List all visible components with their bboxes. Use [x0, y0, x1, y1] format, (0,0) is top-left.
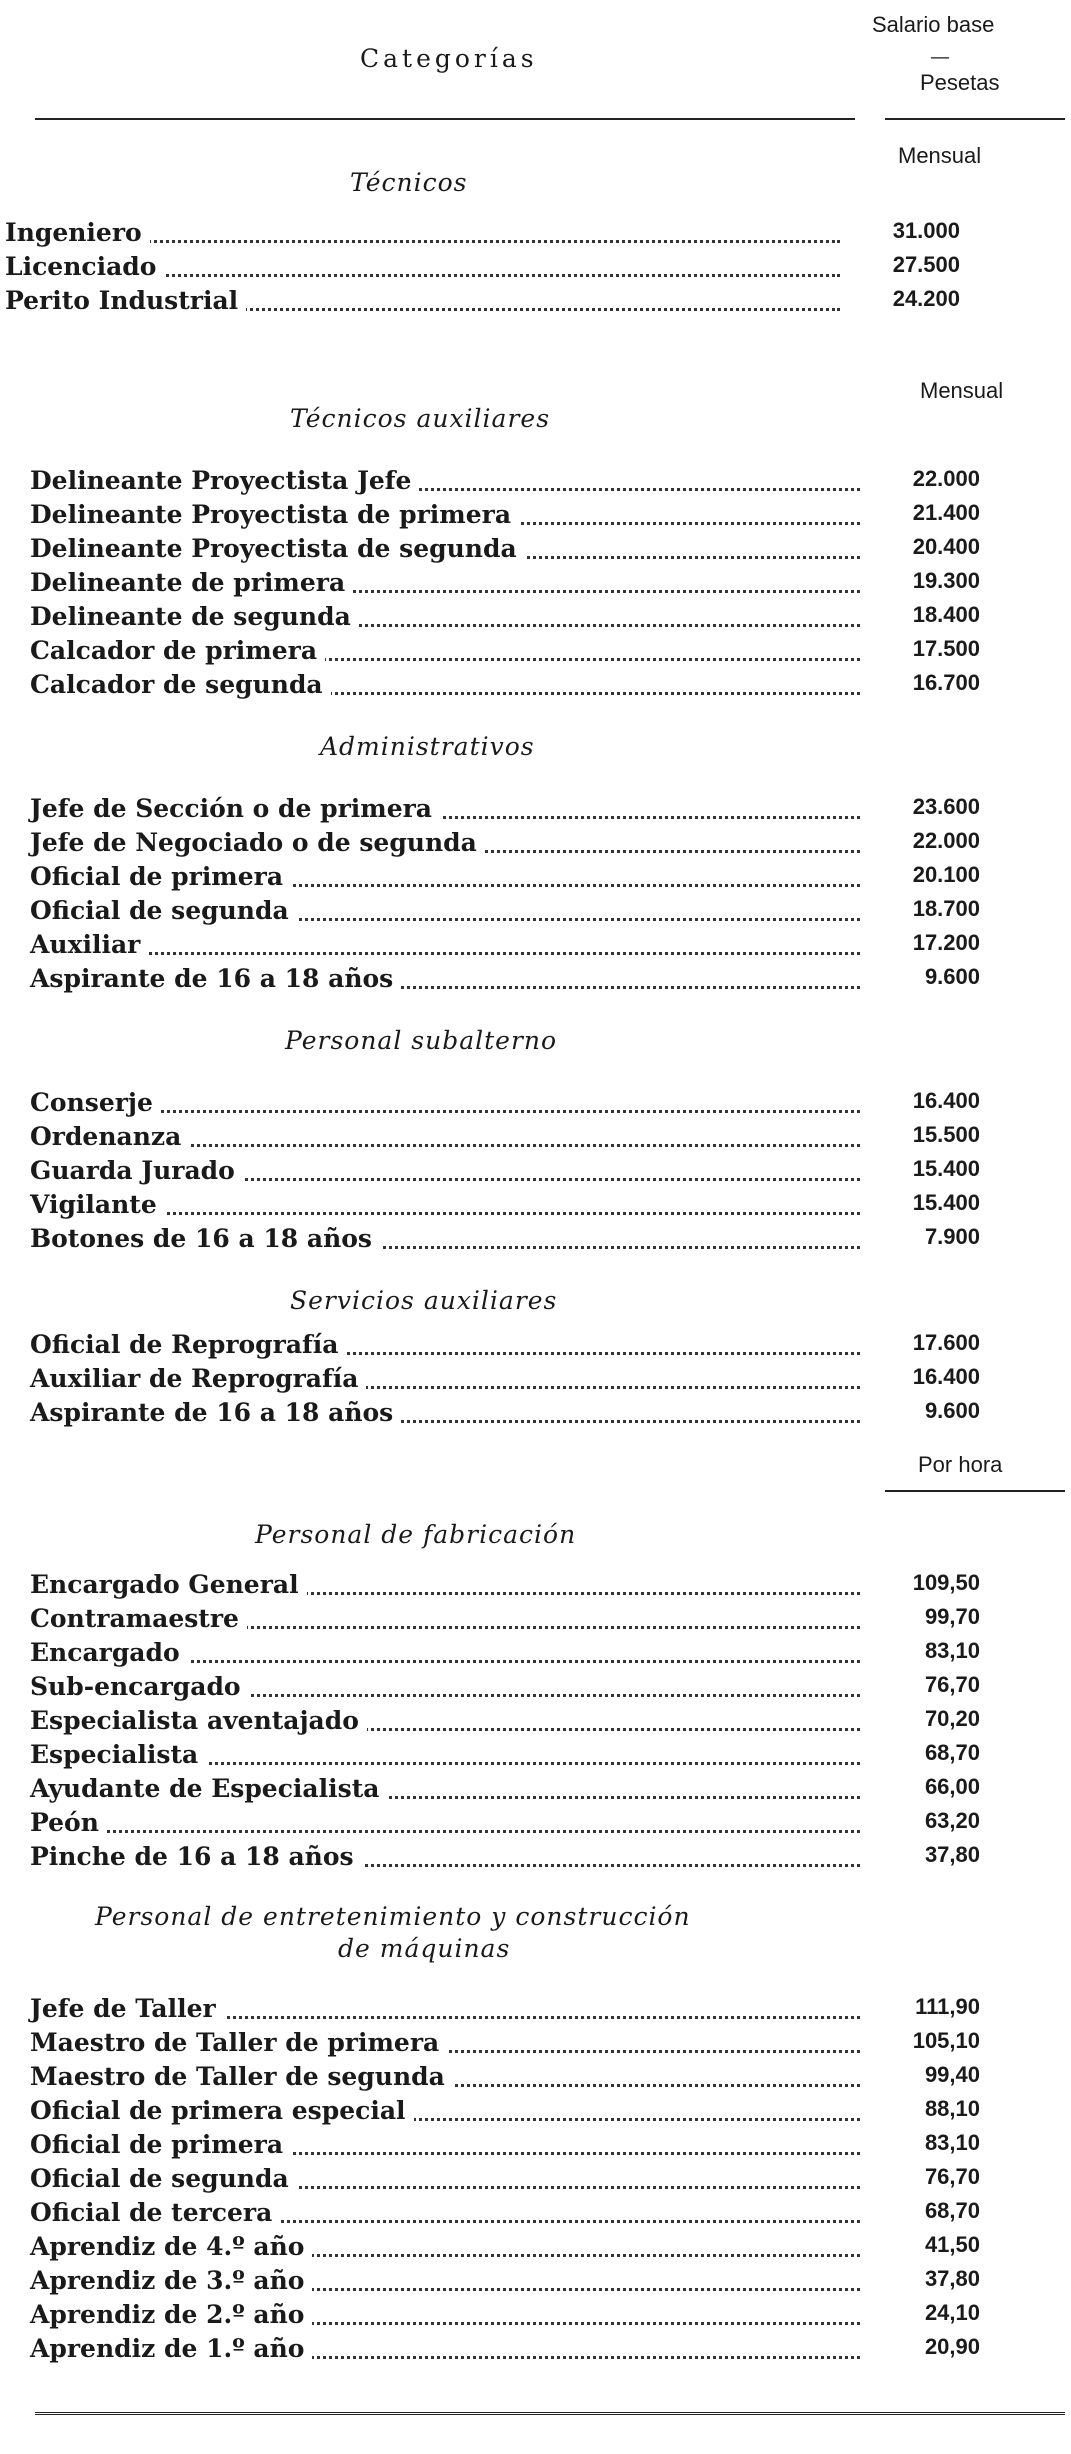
section-title: Personal de fabricación [255, 1520, 577, 1549]
row-value: 99,70 [924, 1604, 980, 1629]
table-row [30, 794, 860, 828]
row-label: Ayudante de Especialista [30, 1774, 387, 1803]
section-title: Administrativos [320, 732, 535, 761]
table-row [30, 896, 860, 930]
row-value: 18.700 [912, 896, 980, 921]
row-label: Guarda Jurado [30, 1156, 243, 1185]
table-row [5, 252, 840, 286]
table-row [30, 2334, 860, 2368]
row-label: Oficial de segunda [30, 896, 297, 925]
categories-heading: Categorías [360, 44, 538, 73]
row-value: 66,00 [924, 1774, 980, 1799]
table-bottom-rule [35, 2412, 1065, 2419]
row-value: 20,90 [924, 2334, 980, 2359]
section-title-line2: de máquinas [338, 1934, 511, 1963]
table-row [30, 1570, 860, 1604]
row-value: 20.400 [912, 534, 980, 559]
row-label: Pinche de 16 a 18 años [30, 1842, 362, 1871]
table-row [30, 2164, 860, 2198]
row-value: 83,10 [924, 2130, 980, 2155]
table-row [30, 1604, 860, 1638]
row-value: 17.200 [912, 930, 980, 955]
table-row [30, 670, 860, 704]
table-row [30, 1398, 860, 1432]
row-label: Oficial de Reprografía [30, 1330, 346, 1359]
row-value: 19.300 [912, 568, 980, 593]
row-value: 22.000 [912, 828, 980, 853]
table-row [5, 286, 840, 320]
row-label: Maestro de Taller de segunda [30, 2062, 453, 2091]
row-label: Oficial de segunda [30, 2164, 297, 2193]
table-row [30, 602, 860, 636]
row-label: Aspirante de 16 a 18 años [30, 1398, 401, 1427]
row-value: 37,80 [924, 2266, 980, 2291]
row-label: Contramaestre [30, 1604, 247, 1633]
row-label: Delineante Proyectista de primera [30, 500, 519, 529]
row-value: 76,70 [924, 1672, 980, 1697]
table-row [30, 1364, 860, 1398]
row-label: Delineante Proyectista de segunda [30, 534, 525, 563]
row-label: Especialista [30, 1740, 206, 1769]
unit-monthly: Mensual [898, 143, 982, 168]
row-value: 68,70 [924, 1740, 980, 1765]
row-label: Maestro de Taller de primera [30, 2028, 447, 2057]
row-value: 18.400 [912, 602, 980, 627]
row-label: Encargado [30, 1638, 188, 1667]
row-label: Especialista aventajado [30, 1706, 367, 1735]
table-row [30, 2266, 860, 2300]
row-value: 7.900 [924, 1224, 980, 1249]
row-value: 27.500 [892, 252, 960, 277]
row-value: 70,20 [924, 1706, 980, 1731]
row-value: 15.400 [912, 1190, 980, 1215]
row-value: 16.700 [912, 670, 980, 695]
table-row [30, 500, 860, 534]
table-row [30, 1122, 860, 1156]
row-label: Botones de 16 a 18 años [30, 1224, 380, 1253]
table-row [5, 218, 840, 252]
row-label: Sub-encargado [30, 1672, 249, 1701]
row-value: 21.400 [912, 500, 980, 525]
table-row [30, 1330, 860, 1364]
section-title: Personal de entretenimiento y construcción [95, 1902, 691, 1931]
table-row [30, 2062, 860, 2096]
table-row [30, 1224, 860, 1258]
row-label: Oficial de primera especial [30, 2096, 414, 2125]
row-value: 22.000 [912, 466, 980, 491]
section-title: Técnicos [350, 168, 468, 197]
table-row [30, 828, 860, 862]
row-label: Oficial de primera [30, 2130, 291, 2159]
table-row [30, 1842, 860, 1876]
row-label: Auxiliar [30, 930, 148, 959]
row-value: 24.200 [892, 286, 960, 311]
unit-monthly: Mensual [920, 378, 1004, 403]
table-row [30, 862, 860, 896]
table-row [30, 930, 860, 964]
row-label: Ordenanza [30, 1122, 189, 1151]
table-row [30, 534, 860, 568]
row-value: 83,10 [924, 1638, 980, 1663]
row-value: 109,50 [912, 1570, 980, 1595]
row-label: Oficial de primera [30, 862, 291, 891]
table-row [30, 2096, 860, 2130]
row-value: 88,10 [924, 2096, 980, 2121]
unit-hourly: Por hora [918, 1452, 1003, 1477]
table-row [30, 1190, 860, 1224]
row-value: 9.600 [924, 1398, 980, 1423]
row-label: Auxiliar de Reprografía [30, 1364, 366, 1393]
row-value: 17.600 [912, 1330, 980, 1355]
table-row [30, 1156, 860, 1190]
row-value: 41,50 [924, 2232, 980, 2257]
row-value: 16.400 [912, 1088, 980, 1113]
hourly-rule [885, 1490, 1065, 1492]
table-row [30, 568, 860, 602]
header-rule-right [885, 118, 1065, 120]
table-row [30, 2300, 860, 2334]
row-label: Ingeniero [5, 218, 150, 247]
row-label: Jefe de Sección o de primera [30, 794, 440, 823]
row-label: Aprendiz de 3.º año [30, 2266, 312, 2295]
leader-dots [30, 952, 860, 955]
leader-dots [30, 1830, 860, 1833]
header-rule-left [35, 118, 855, 120]
row-value: 16.400 [912, 1364, 980, 1389]
table-row [30, 964, 860, 998]
section-title: Servicios auxiliares [290, 1286, 558, 1315]
row-label: Peón [30, 1808, 107, 1837]
table-row [30, 2232, 860, 2266]
section-title: Personal subalterno [285, 1026, 558, 1055]
row-label: Calcador de primera [30, 636, 325, 665]
row-value: 17.500 [912, 636, 980, 661]
table-row [30, 2198, 860, 2232]
row-label: Jefe de Negociado o de segunda [30, 828, 485, 857]
row-value: 99,40 [924, 2062, 980, 2087]
row-value: 76,70 [924, 2164, 980, 2189]
table-row [30, 636, 860, 670]
row-value: 15.400 [912, 1156, 980, 1181]
salary-heading: Salario base [872, 12, 995, 37]
row-label: Delineante de primera [30, 568, 353, 597]
row-value: 23.600 [912, 794, 980, 819]
table-row [30, 1740, 860, 1774]
row-label: Delineante Proyectista Jefe [30, 466, 419, 495]
row-label: Calcador de segunda [30, 670, 331, 699]
table-row [30, 1706, 860, 1740]
table-row [30, 2130, 860, 2164]
salary-heading-dash: — [930, 44, 950, 68]
row-value: 105,10 [912, 2028, 980, 2053]
row-label: Aprendiz de 1.º año [30, 2334, 312, 2363]
row-label: Delineante de segunda [30, 602, 359, 631]
table-row [30, 1994, 860, 2028]
row-label: Aprendiz de 4.º año [30, 2232, 312, 2261]
table-row [30, 1774, 860, 1808]
currency-heading: Pesetas [920, 70, 1000, 95]
table-row [30, 466, 860, 500]
row-label: Aspirante de 16 a 18 años [30, 964, 401, 993]
row-value: 63,20 [924, 1808, 980, 1833]
row-value: 37,80 [924, 1842, 980, 1867]
row-label: Aprendiz de 2.º año [30, 2300, 312, 2329]
row-label: Oficial de tercera [30, 2198, 280, 2227]
table-row [30, 2028, 860, 2062]
row-value: 31.000 [892, 218, 960, 243]
row-value: 68,70 [924, 2198, 980, 2223]
row-value: 111,90 [915, 1994, 980, 2019]
row-label: Encargado General [30, 1570, 307, 1599]
table-row [30, 1808, 860, 1842]
row-value: 15.500 [912, 1122, 980, 1147]
row-label: Licenciado [5, 252, 164, 281]
table-row [30, 1638, 860, 1672]
row-value: 9.600 [924, 964, 980, 989]
row-label: Conserje [30, 1088, 161, 1117]
table-row [30, 1672, 860, 1706]
row-value: 20.100 [912, 862, 980, 887]
section-title: Técnicos auxiliares [290, 404, 551, 433]
row-label: Vigilante [30, 1190, 165, 1219]
row-label: Jefe de Taller [30, 1994, 224, 2023]
row-value: 24,10 [924, 2300, 980, 2325]
table-row [30, 1088, 860, 1122]
row-label: Perito Industrial [5, 286, 246, 315]
